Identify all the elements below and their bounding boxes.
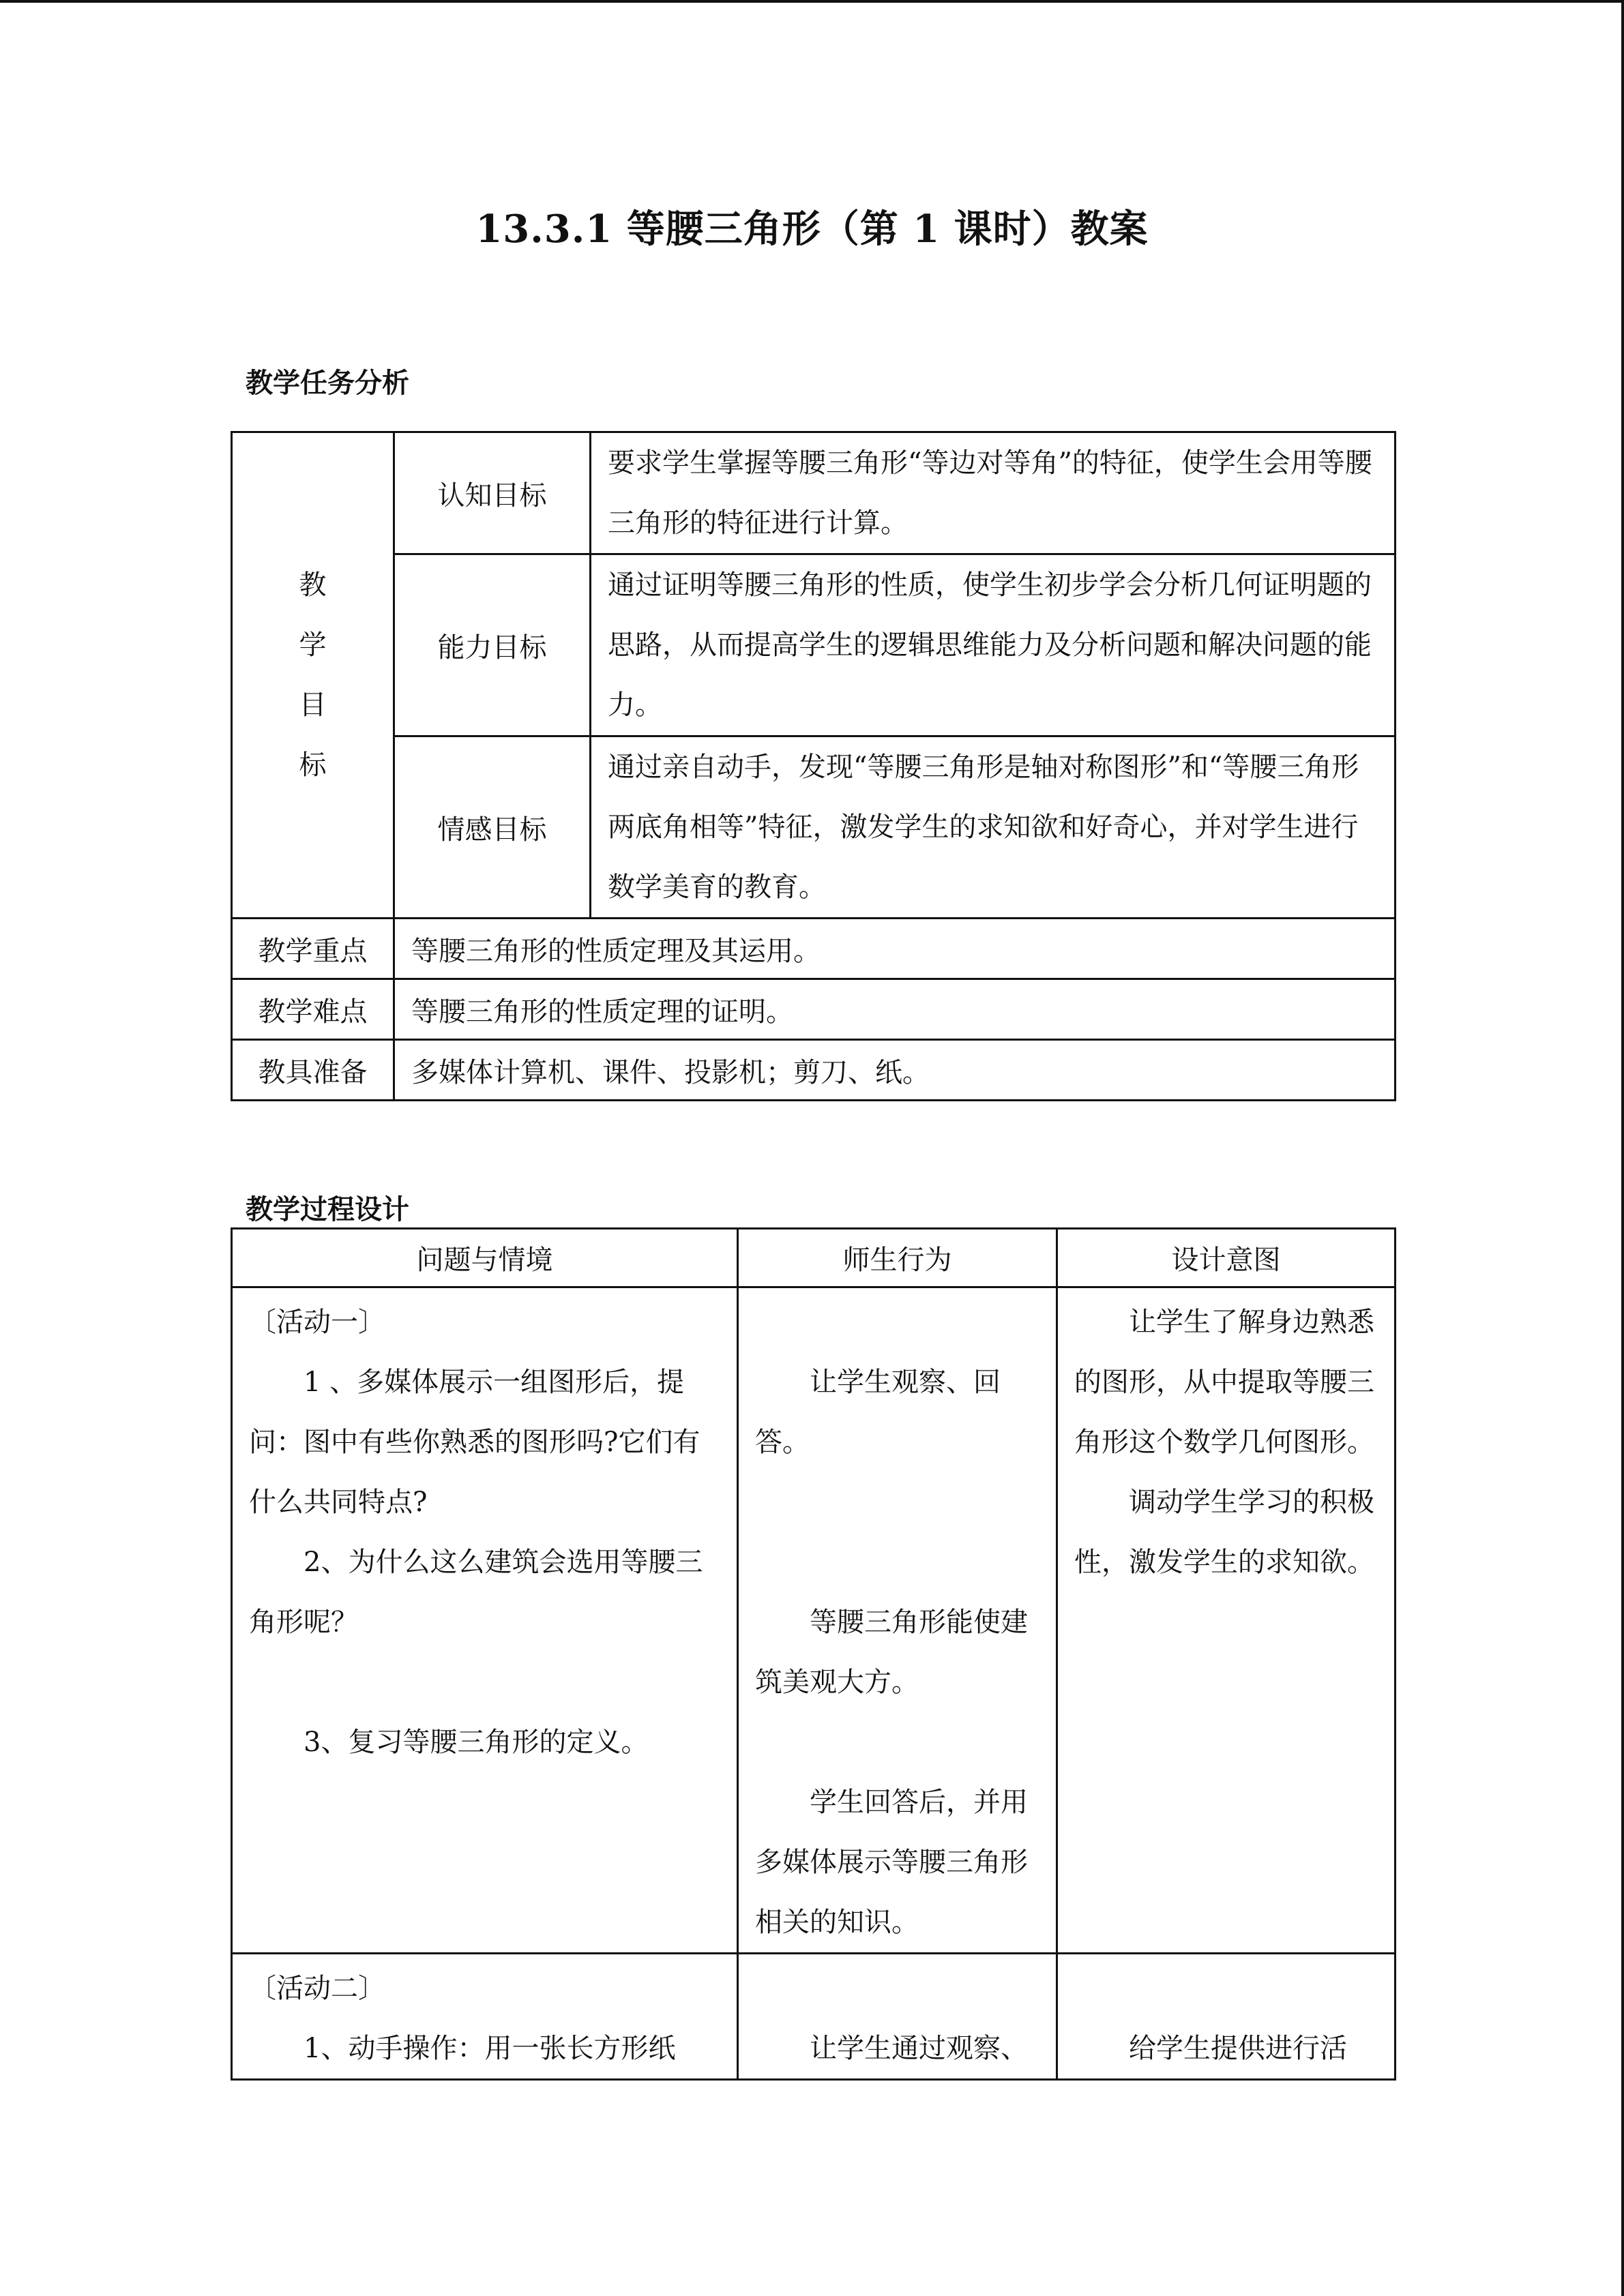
- column-header: 师生行为: [738, 1229, 1057, 1287]
- process-design-heading: 教学过程设计: [246, 1193, 409, 1225]
- difficulties-row: [232, 979, 1396, 1040]
- activity-2-questions: 〔活动二〕 1、动手操作：用一张长方形纸: [232, 1954, 738, 2080]
- activity-1-behaviors: 让学生观察、回答。 等腰三角形能使建筑美观大方。 学生回答后，并用多媒体展示等腰三角形相关的知识。: [738, 1287, 1057, 1954]
- activity-2-row: [232, 1954, 1396, 2080]
- process-design-table: [231, 1227, 1396, 2081]
- row-label: 教学难点: [232, 979, 394, 1040]
- goal-row-ability: [232, 554, 1396, 736]
- row-text: 多媒体计算机、课件、投影机；剪刀、纸。: [394, 1040, 1396, 1101]
- row-text: 等腰三角形的性质定理及其运用。: [394, 919, 1396, 979]
- activity-1-questions: 〔活动一〕 1 、多媒体展示一组图形后，提问：图中有些你熟悉的图形吗?它们有什么共同特点? 2、为什么这么建筑会选用等腰三角形呢？ 3、复习等腰三角形的定义。: [232, 1287, 738, 1954]
- activity-2-behaviors: 让学生通过观察、: [738, 1954, 1057, 2080]
- column-header: 问题与情境: [232, 1229, 738, 1287]
- activity-1-row: [232, 1287, 1396, 1954]
- goal-name: 认知目标: [394, 432, 591, 554]
- page-border-top: [0, 0, 1624, 3]
- key-points-row: [232, 919, 1396, 979]
- task-analysis-heading: 教学任务分析: [246, 367, 409, 399]
- goal-text: 通过证明等腰三角形的性质，使学生初步学会分析几何证明题的思路，从而提高学生的逻辑思维能力及分析问题和解决问题的能力。: [591, 554, 1396, 736]
- activity-1-intents: 让学生了解身边熟悉的图形，从中提取等腰三角形这个数学几何图形。 调动学生学习的积极性，激发学生的求知欲。: [1057, 1287, 1396, 1954]
- column-header-row: [232, 1229, 1396, 1287]
- goal-row-emotion: [232, 736, 1396, 919]
- row-label: 教学重点: [232, 919, 394, 979]
- task-analysis-table: [231, 431, 1396, 1101]
- page-title: 13.3.1 等腰三角形（第 1 课时）教案: [475, 207, 1149, 252]
- goal-name: 能力目标: [394, 554, 591, 736]
- goal-text: 要求学生掌握等腰三角形“等边对等角”的特征，使学生会用等腰三角形的特征进行计算。: [591, 432, 1396, 554]
- page-border-right: [1621, 0, 1624, 2296]
- column-header: 设计意图: [1057, 1229, 1396, 1287]
- goal-text: 通过亲自动手，发现“等腰三角形是轴对称图形”和“等腰三角形两底角相等”特征，激发学生的求知欲和好奇心，并对学生进行数学美育的教育。: [591, 736, 1396, 919]
- goal-name: 情感目标: [394, 736, 591, 919]
- teaching-aids-row: [232, 1040, 1396, 1101]
- teaching-goal-label: 教 学 目 标: [232, 432, 394, 919]
- row-label: 教具准备: [232, 1040, 394, 1101]
- goal-row-cognitive: [232, 432, 1396, 554]
- activity-2-intents: 给学生提供进行活: [1057, 1954, 1396, 2080]
- row-text: 等腰三角形的性质定理的证明。: [394, 979, 1396, 1040]
